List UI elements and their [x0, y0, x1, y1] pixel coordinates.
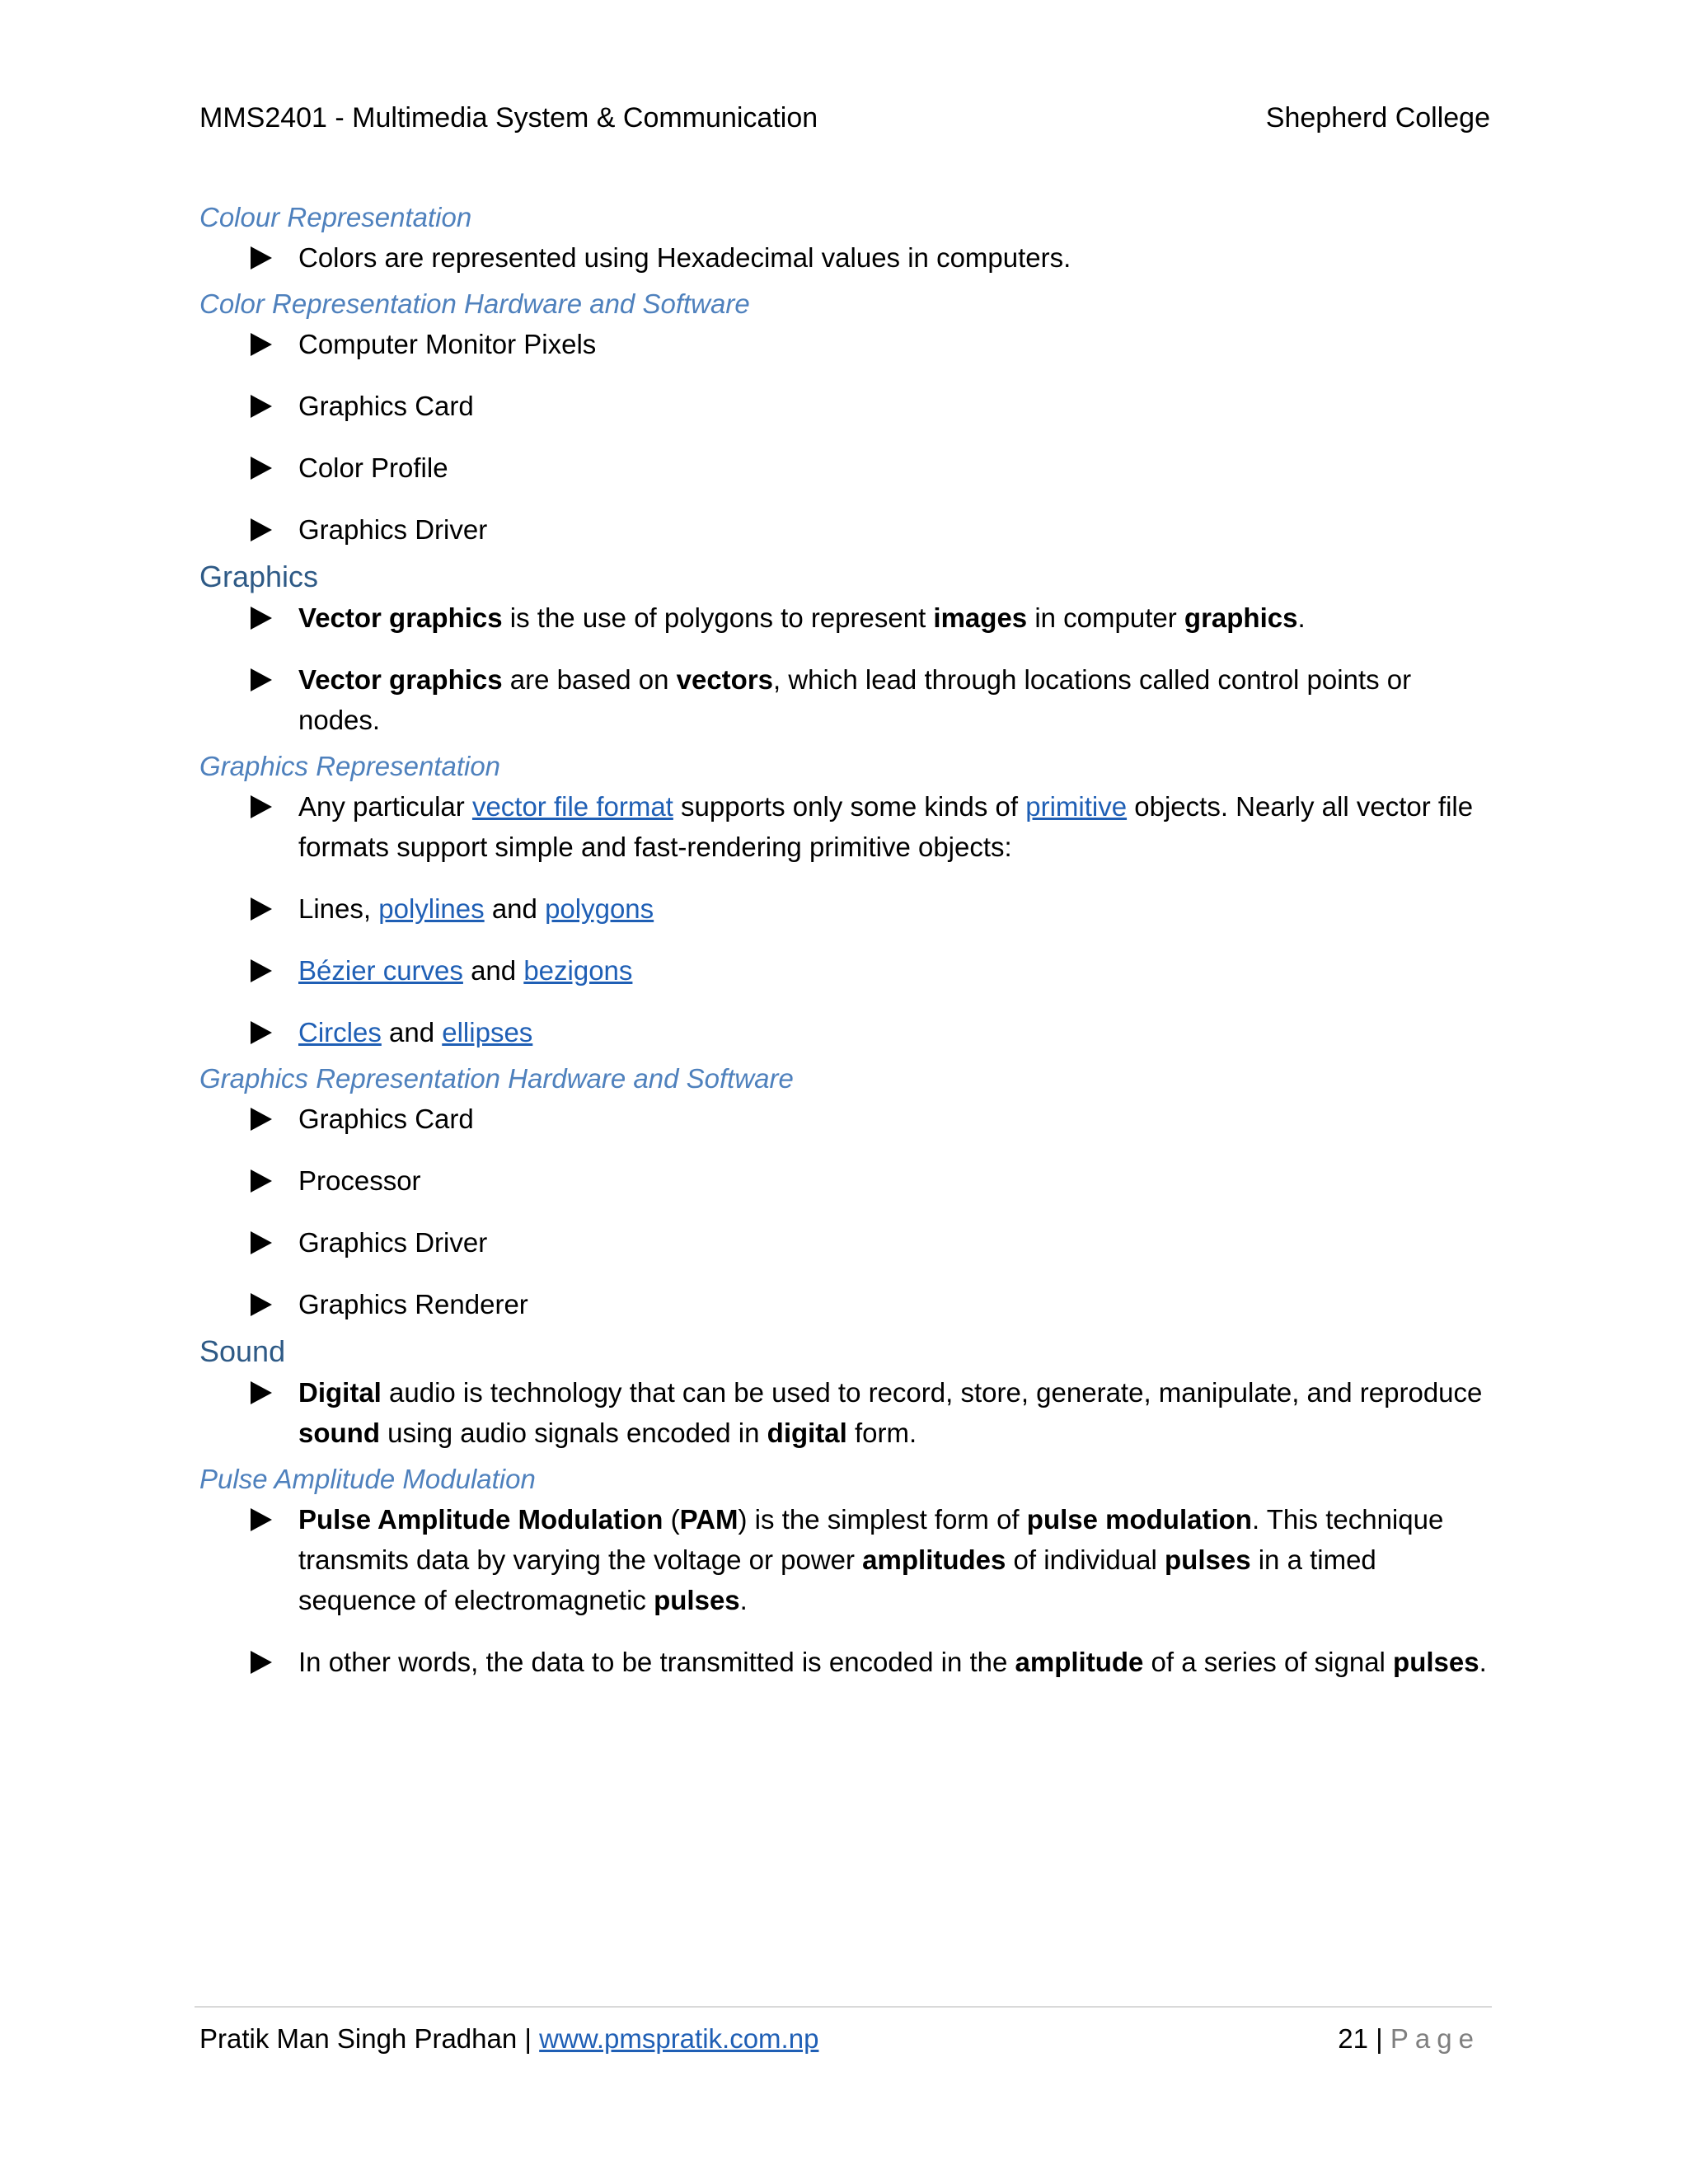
triangle-bullet-icon — [251, 1293, 272, 1316]
list-item — [199, 1499, 1490, 1620]
heading-pulse-amplitude-modulation: Pulse Amplitude Modulation — [199, 1464, 536, 1494]
document-page — [199, 97, 1490, 2075]
list-item — [199, 448, 1490, 488]
triangle-bullet-icon — [251, 246, 272, 269]
list-item — [199, 1372, 1490, 1453]
list-graphics-hardware — [199, 1099, 1490, 1324]
list-graphics — [199, 598, 1490, 740]
page-content — [199, 198, 1490, 1689]
list-item — [199, 786, 1490, 867]
item-text: supports only some kinds of — [673, 791, 1026, 822]
list-item — [199, 1642, 1490, 1682]
page-number: 21 — [1338, 2023, 1368, 2054]
item-text: Graphics Card — [298, 1104, 474, 1134]
footer-author: Pratik Man Singh Pradhan — [199, 2023, 518, 2054]
triangle-bullet-icon — [251, 1108, 272, 1131]
bold-term: amplitude — [1015, 1647, 1144, 1677]
bold-term: images — [933, 602, 1028, 633]
footer-website-link[interactable]: www.pmspratik.com.np — [539, 2023, 819, 2054]
item-text: objects. Nearly all vector file formats support simple and fast-rendering primitive objects: — [298, 791, 1474, 862]
bold-term: Digital — [298, 1377, 382, 1408]
triangle-bullet-icon — [251, 518, 272, 541]
triangle-bullet-icon — [251, 607, 272, 630]
triangle-bullet-icon — [251, 333, 272, 356]
list-item — [199, 659, 1490, 740]
header-course-title: MMS2401 - Multimedia System & Communication — [199, 102, 818, 134]
bold-term: Pulse Amplitude Modulation — [298, 1504, 663, 1535]
list-item — [199, 1222, 1490, 1263]
bold-term: pulses — [654, 1585, 740, 1615]
item-text: ) is the simplest form of — [738, 1504, 1027, 1535]
item-text: is the use of polygons to represent — [502, 602, 934, 633]
item-text: . This technique transmits data by varying the voltage or power — [298, 1504, 1444, 1575]
list-color-hardware — [199, 324, 1490, 550]
bold-term: amplitudes — [862, 1544, 1006, 1575]
heading-graphics-representation: Graphics Representation — [199, 751, 501, 781]
item-text: Color Profile — [298, 452, 448, 483]
footer-author-block — [199, 2014, 818, 2064]
triangle-bullet-icon — [251, 1231, 272, 1254]
bold-term: PAM — [679, 1504, 738, 1535]
triangle-bullet-icon — [251, 457, 272, 480]
list-colour-representation — [199, 237, 1490, 278]
item-text: ( — [663, 1504, 680, 1535]
bold-term: pulses — [1165, 1544, 1251, 1575]
item-text: and — [462, 955, 524, 986]
triangle-bullet-icon — [251, 1381, 272, 1404]
triangle-bullet-icon — [251, 898, 272, 921]
list-item — [199, 237, 1490, 278]
item-text: of a series of signal — [1143, 1647, 1394, 1677]
list-item — [199, 1284, 1490, 1324]
item-text: and — [381, 1017, 443, 1047]
bold-term: digital — [767, 1418, 847, 1448]
item-text: are based on — [502, 664, 677, 695]
item-text: Graphics Driver — [298, 514, 488, 545]
bold-term: sound — [298, 1418, 380, 1448]
heading-graphics-hardware-software: Graphics Representation Hardware and Software — [199, 1063, 794, 1094]
link-polylines[interactable]: polylines — [378, 893, 485, 924]
list-graphics-representation — [199, 786, 1490, 1052]
heading-graphics: Graphics — [199, 560, 319, 593]
list-item — [199, 1160, 1490, 1201]
item-text: and — [484, 893, 546, 924]
heading-color-hardware-software: Color Representation Hardware and Software — [199, 288, 750, 319]
page-label: Page — [1390, 2023, 1480, 2054]
item-text: of individual — [1006, 1544, 1165, 1575]
footer-page-number-block — [1338, 2014, 1480, 2064]
item-text: . — [739, 1585, 748, 1615]
footer-separator: | — [517, 2023, 540, 2054]
page-header — [199, 97, 1490, 138]
triangle-bullet-icon — [251, 1651, 272, 1674]
list-item — [199, 950, 1490, 991]
list-item — [199, 888, 1490, 929]
link-ellipses[interactable]: ellipses — [442, 1017, 533, 1047]
bold-term: vectors — [676, 664, 774, 695]
item-text: using audio signals encoded in — [379, 1418, 767, 1448]
item-text: Computer Monitor Pixels — [298, 329, 597, 359]
list-item — [199, 386, 1490, 426]
item-text: audio is technology that can be used to record, store, generate, manipulate, and reproduce — [381, 1377, 1483, 1408]
item-text: in a timed sequence of electromagnetic — [298, 1544, 1376, 1615]
link-circles[interactable]: Circles — [298, 1017, 382, 1047]
page-separator: | — [1368, 2023, 1390, 2054]
triangle-bullet-icon — [251, 959, 272, 982]
item-text: Lines, — [298, 893, 379, 924]
list-item — [199, 509, 1490, 550]
item-text: Graphics Driver — [298, 1227, 488, 1258]
bold-term: Vector graphics — [298, 664, 503, 695]
triangle-bullet-icon — [251, 395, 272, 418]
heading-colour-representation: Colour Representation — [199, 202, 472, 232]
link-polygons[interactable]: polygons — [545, 893, 654, 924]
bold-term: pulse modulation — [1026, 1504, 1252, 1535]
item-text: . — [1297, 602, 1306, 633]
list-item — [199, 598, 1490, 638]
triangle-bullet-icon — [251, 1169, 272, 1193]
list-item — [199, 1012, 1490, 1052]
item-text: Processor — [298, 1165, 421, 1196]
triangle-bullet-icon — [251, 1508, 272, 1531]
item-text: in computer — [1027, 602, 1184, 633]
item-text: , which lead through locations called control points or nodes. — [298, 664, 1412, 735]
item-text: Any particular — [298, 791, 472, 822]
item-text: . — [1479, 1647, 1487, 1677]
link-vector-file-format[interactable]: vector file format — [471, 791, 673, 822]
list-item — [199, 1099, 1490, 1139]
triangle-bullet-icon — [251, 795, 272, 818]
bold-term: pulses — [1393, 1647, 1479, 1677]
link-bezigons[interactable]: bezigons — [523, 955, 633, 986]
triangle-bullet-icon — [251, 1021, 272, 1044]
list-item — [199, 324, 1490, 364]
heading-sound: Sound — [199, 1334, 286, 1368]
page-footer — [195, 2006, 1492, 2065]
bold-term: graphics — [1184, 602, 1298, 633]
list-sound — [199, 1372, 1490, 1453]
header-college-name: Shepherd College — [1265, 102, 1490, 134]
bold-term: Vector graphics — [298, 602, 503, 633]
item-text: Graphics Renderer — [298, 1289, 528, 1319]
list-pam — [199, 1499, 1490, 1682]
item-text: In other words, the data to be transmitted is encoded in the — [298, 1647, 1015, 1677]
triangle-bullet-icon — [251, 668, 272, 691]
link-bezier-curves[interactable]: Bézier curves — [298, 955, 463, 986]
link-primitive[interactable]: primitive — [1025, 791, 1128, 822]
item-text: Graphics Card — [298, 391, 474, 421]
item-text: form. — [846, 1418, 917, 1448]
item-text: Colors are represented using Hexadecimal values in computers. — [298, 242, 1071, 273]
